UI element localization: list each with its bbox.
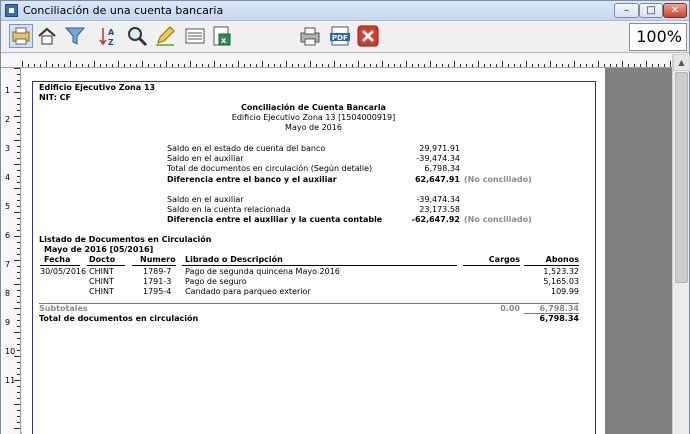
ruler-tick — [418, 64, 419, 67]
svg-text:x: x — [221, 36, 227, 45]
ruler-tick — [28, 64, 29, 67]
ruler-tick — [14, 116, 20, 117]
ruler-tick — [82, 64, 83, 67]
report-title: Conciliación de Cuenta Bancaria — [241, 103, 386, 112]
col-abonos: Abonos — [545, 255, 579, 264]
ruler-tick — [598, 61, 599, 67]
ruler-tick — [502, 61, 503, 67]
row-docto: CHINT — [89, 267, 114, 276]
ruler-tick — [100, 64, 101, 67]
row-desc: Pago de seguro — [185, 277, 247, 286]
ruler-tick — [574, 61, 575, 67]
ruler-tick — [14, 260, 20, 261]
row-numero: 1789-7 — [143, 267, 172, 276]
ruler-tick — [17, 158, 20, 159]
ruler-tick — [268, 64, 269, 67]
ruler-tick — [538, 64, 539, 67]
ruler-tick — [376, 64, 377, 67]
ruler-tick — [160, 64, 161, 67]
ruler-tick — [586, 64, 587, 67]
ruler-tick — [17, 122, 20, 123]
window-title: Conciliación de una cuenta bancaria — [23, 4, 224, 17]
ruler-tick — [244, 64, 245, 67]
ruler-tick — [316, 64, 317, 67]
ruler-tick — [412, 64, 413, 67]
row-desc: Candado para parqueo exterior — [185, 287, 311, 296]
ruler-tick — [388, 64, 389, 67]
ruler-tick — [14, 212, 20, 213]
ruler-tick — [352, 64, 353, 67]
ruler-tick — [17, 368, 20, 369]
ruler-tick — [196, 64, 197, 67]
list-title: Listado de Documentos en Circulación — [39, 235, 212, 244]
nit: NIT: CF — [39, 93, 72, 102]
ruler-tick — [154, 64, 155, 67]
ruler-number: 1 — [5, 86, 11, 95]
ruler-tick — [17, 176, 20, 177]
ruler-tick — [556, 64, 557, 67]
col-librado: Librado o Descripción — [185, 255, 283, 264]
ruler-number: 6 — [5, 231, 11, 240]
minimize-button[interactable]: – — [614, 3, 639, 18]
ruler-tick — [17, 266, 20, 267]
ruler-tick — [17, 422, 20, 423]
sort-az-icon — [99, 25, 121, 47]
header-underline — [182, 265, 457, 266]
ruler-tick — [136, 64, 137, 67]
ruler-tick — [118, 61, 119, 67]
ruler-tick — [17, 302, 20, 303]
ruler-tick — [568, 64, 569, 67]
ruler-tick — [328, 64, 329, 67]
ruler-tick — [112, 64, 113, 67]
ruler-tick — [214, 61, 215, 67]
summary-value: 29,971.91 — [419, 144, 460, 153]
ruler-tick — [17, 170, 20, 171]
report-subtitle: Edificio Ejecutivo Zona 13 [1504000919] — [231, 113, 396, 122]
ruler-tick — [658, 64, 659, 67]
pdf-icon — [329, 25, 351, 47]
row-fecha: 30/05/2016 — [40, 267, 87, 276]
account-difference-label: Diferencia entre el auxiliar y la cuenta contable — [167, 215, 383, 224]
ruler-tick — [184, 64, 185, 67]
col-numero: Numero — [140, 255, 176, 264]
ruler-tick — [622, 61, 623, 67]
ruler-tick — [580, 64, 581, 67]
ruler-tick — [17, 218, 20, 219]
row-abonos: 5,165.03 — [543, 277, 579, 286]
ruler-tick — [17, 224, 20, 225]
ruler-tick — [17, 206, 20, 207]
ruler-tick — [286, 61, 287, 67]
ruler-tick — [14, 284, 20, 285]
ruler-tick — [532, 64, 533, 67]
ruler-tick — [14, 92, 20, 93]
ruler-tick — [14, 140, 20, 141]
preview-area — [22, 68, 672, 434]
ruler-tick — [238, 61, 239, 67]
ruler-tick — [17, 152, 20, 153]
horizontal-ruler — [1, 54, 672, 68]
ruler-tick — [670, 61, 671, 67]
ruler-tick — [178, 64, 179, 67]
ruler-tick — [64, 64, 65, 67]
ruler-tick — [17, 182, 20, 183]
header-underline — [463, 265, 520, 266]
cancel-button[interactable] — [356, 24, 380, 48]
ruler-tick — [17, 296, 20, 297]
ruler-tick — [17, 392, 20, 393]
vertical-scrollbar[interactable] — [672, 54, 689, 434]
ruler-tick — [442, 64, 443, 67]
ruler-tick — [94, 61, 95, 67]
ruler-tick — [508, 64, 509, 67]
ruler-tick — [58, 64, 59, 67]
ruler-tick — [106, 64, 107, 67]
status-badge: (No conciliado) — [464, 215, 532, 224]
ruler-tick — [17, 326, 20, 327]
app-icon — [5, 4, 18, 17]
ruler-tick — [14, 332, 20, 333]
row-docto: CHINT — [89, 287, 114, 296]
lines-icon — [184, 25, 206, 47]
ruler-tick — [484, 64, 485, 67]
scroll-up-icon[interactable]: ▲ — [673, 54, 690, 71]
ruler-tick — [34, 64, 35, 67]
ruler-tick — [17, 386, 20, 387]
ruler-tick — [17, 338, 20, 339]
ruler-tick — [17, 242, 20, 243]
ruler-tick — [406, 61, 407, 67]
title-bar — [1, 1, 689, 21]
ruler-tick — [130, 64, 131, 67]
highlight-button[interactable] — [153, 24, 177, 48]
ruler-tick — [226, 64, 227, 67]
home-icon — [36, 25, 58, 47]
summary-label: Total de documentos en circulación (Según detalle) — [167, 164, 373, 173]
ruler-tick — [544, 64, 545, 67]
ruler-tick — [292, 64, 293, 67]
ruler-tick — [262, 61, 263, 67]
ruler-tick — [17, 194, 20, 195]
ruler-number: 11 — [5, 376, 16, 385]
ruler-tick — [334, 61, 335, 67]
ruler-tick — [394, 64, 395, 67]
ruler-tick — [14, 188, 20, 189]
ruler-tick — [17, 320, 20, 321]
filter-button[interactable] — [63, 24, 87, 48]
ruler-tick — [610, 64, 611, 67]
ruler-tick — [646, 61, 647, 67]
ruler-tick — [17, 410, 20, 411]
ruler-tick — [22, 61, 23, 67]
ruler-tick — [514, 64, 515, 67]
ruler-number: 7 — [5, 260, 11, 269]
ruler-tick — [526, 61, 527, 67]
summary-label: Saldo en la cuenta relacionada — [167, 205, 291, 214]
ruler-tick — [190, 61, 191, 67]
summary-value: 23,173.58 — [419, 205, 460, 214]
total-label: Total de documentos en circulación — [39, 314, 199, 323]
ruler-tick — [454, 61, 455, 67]
summary-value: 6,798.34 — [424, 164, 460, 173]
report-page — [22, 68, 605, 434]
ruler-tick — [17, 362, 20, 363]
ruler-tick — [256, 64, 257, 67]
subtotals-abonos: 6,798.34 — [539, 304, 579, 313]
group-header: Mayo de 2016 [05/2016] — [44, 245, 154, 254]
ruler-tick — [562, 64, 563, 67]
ruler-tick — [17, 98, 20, 99]
ruler-tick — [124, 64, 125, 67]
ruler-tick — [17, 350, 20, 351]
summary-label: Saldo en el auxiliar — [167, 195, 244, 204]
close-button[interactable]: ✕ — [663, 3, 687, 18]
vertical-ruler — [1, 68, 21, 434]
ruler-tick — [14, 428, 20, 429]
ruler-tick — [274, 64, 275, 67]
ruler-number: 10 — [5, 347, 16, 356]
report-period: Mayo de 2016 — [285, 123, 342, 132]
ruler-tick — [148, 64, 149, 67]
ruler-tick — [220, 64, 221, 67]
ruler-tick — [604, 64, 605, 67]
ruler-tick — [496, 64, 497, 67]
ruler-tick — [370, 64, 371, 67]
summary-label: Saldo en el estado de cuenta del banco — [167, 144, 326, 153]
col-cargos: Cargos — [488, 255, 520, 264]
maximize-button[interactable]: □ — [639, 3, 663, 18]
summary-label: Saldo en el auxiliar — [167, 154, 244, 163]
ruler-tick — [17, 128, 20, 129]
ruler-tick — [76, 64, 77, 67]
ruler-tick — [592, 64, 593, 67]
ruler-tick — [17, 344, 20, 345]
ruler-tick — [142, 61, 143, 67]
ruler-tick — [298, 64, 299, 67]
header-underline — [87, 265, 125, 266]
ruler-tick — [17, 110, 20, 111]
summary-value: -39,474.34 — [416, 195, 460, 204]
ruler-tick — [472, 64, 473, 67]
export-excel-button[interactable] — [209, 24, 233, 48]
ruler-tick — [340, 64, 341, 67]
row-desc: Pago de segunda quincena Mayo 2016 — [185, 267, 340, 276]
ruler-tick — [448, 64, 449, 67]
close-red-icon — [357, 25, 379, 47]
ruler-tick — [460, 64, 461, 67]
ruler-number: 9 — [5, 318, 11, 327]
sort-button[interactable] — [98, 24, 122, 48]
svg-text:A: A — [108, 28, 115, 37]
ruler-tick — [280, 64, 281, 67]
account-difference-value: -62,647.92 — [411, 215, 460, 224]
find-button[interactable] — [125, 24, 149, 48]
row-abonos: 109.99 — [551, 287, 579, 296]
ruler-tick — [17, 272, 20, 273]
pencil-icon — [154, 25, 176, 47]
ruler-tick — [40, 64, 41, 67]
printer-icon — [299, 25, 321, 47]
filter-icon — [64, 25, 86, 47]
ruler-tick — [628, 64, 629, 67]
ruler-tick — [17, 374, 20, 375]
ruler-tick — [52, 64, 53, 67]
summary-value: -39,474.34 — [416, 154, 460, 163]
company-name: Edificio Ejecutivo Zona 13 — [39, 83, 156, 92]
ruler-number: 4 — [5, 173, 11, 182]
ruler-tick — [346, 64, 347, 67]
ruler-tick — [250, 64, 251, 67]
ruler-tick — [550, 61, 551, 67]
ruler-tick — [358, 61, 359, 67]
header-underline — [524, 265, 579, 266]
row-abonos: 1,523.32 — [543, 267, 579, 276]
ruler-tick — [17, 290, 20, 291]
ruler-tick — [14, 404, 20, 405]
ruler-tick — [17, 254, 20, 255]
ruler-tick — [520, 64, 521, 67]
row-numero: 1791-3 — [143, 277, 172, 286]
ruler-tick — [70, 61, 71, 67]
ruler-tick — [322, 64, 323, 67]
scrollbar-thumb[interactable] — [675, 72, 688, 283]
ruler-tick — [14, 164, 20, 165]
ruler-tick — [616, 64, 617, 67]
home-button[interactable] — [35, 24, 59, 48]
ruler-tick — [436, 64, 437, 67]
ruler-tick — [17, 134, 20, 135]
ruler-tick — [202, 64, 203, 67]
ruler-number: 3 — [5, 144, 11, 153]
excel-icon — [210, 25, 232, 47]
ruler-tick — [17, 80, 20, 81]
ruler-tick — [17, 230, 20, 231]
ruler-tick — [208, 64, 209, 67]
col-fecha: Fecha — [44, 255, 71, 264]
print-setup-button[interactable] — [9, 24, 33, 48]
ruler-tick — [17, 104, 20, 105]
print-button[interactable] — [298, 24, 322, 48]
ruler-tick — [424, 64, 425, 67]
row-docto: CHINT — [89, 277, 114, 286]
ruler-tick — [640, 64, 641, 67]
ruler-tick — [17, 314, 20, 315]
ruler-tick — [490, 64, 491, 67]
ruler-number: 2 — [5, 115, 11, 124]
total-abonos: 6,798.34 — [539, 314, 579, 323]
ruler-tick — [17, 398, 20, 399]
ruler-number: 8 — [5, 289, 11, 298]
bank-difference-label: Diferencia entre el banco y el auxiliar — [167, 175, 337, 184]
ruler-tick — [17, 86, 20, 87]
ruler-tick — [382, 61, 383, 67]
subtotals-label: Subtotales — [39, 304, 88, 313]
col-docto: Docto — [89, 255, 116, 264]
status-badge: (No conciliado) — [464, 175, 532, 184]
ruler-tick — [232, 64, 233, 67]
ruler-tick — [652, 64, 653, 67]
ruler-tick — [17, 278, 20, 279]
printer-setup-icon — [10, 25, 32, 47]
svg-text:Z: Z — [108, 38, 114, 47]
ruler-tick — [46, 61, 47, 67]
ruler-tick — [17, 248, 20, 249]
ruler-tick — [14, 236, 20, 237]
ruler-tick — [166, 61, 167, 67]
page-layout-button[interactable] — [183, 24, 207, 48]
bank-difference-value: 62,647.91 — [414, 175, 460, 184]
ruler-tick — [14, 356, 20, 357]
header-underline — [40, 265, 80, 266]
ruler-tick — [17, 74, 20, 75]
ruler-tick — [310, 61, 311, 67]
toolbar — [1, 21, 689, 53]
ruler-tick — [466, 64, 467, 67]
svg-text:PDF: PDF — [332, 34, 348, 42]
ruler-tick — [664, 64, 665, 67]
ruler-tick — [17, 146, 20, 147]
zoom-level[interactable]: 100% — [629, 23, 687, 51]
ruler-tick — [88, 64, 89, 67]
ruler-tick — [634, 64, 635, 67]
ruler-tick — [172, 64, 173, 67]
ruler-tick — [14, 68, 20, 69]
row-numero: 1795-4 — [143, 287, 172, 296]
ruler-tick — [17, 200, 20, 201]
export-pdf-button[interactable] — [328, 24, 352, 48]
magnifier-icon — [126, 25, 148, 47]
ruler-number: 5 — [5, 202, 11, 211]
subtotals-cargos: 0.00 — [500, 304, 520, 313]
ruler-tick — [17, 416, 20, 417]
ruler-tick — [14, 308, 20, 309]
ruler-tick — [400, 64, 401, 67]
header-underline — [132, 265, 176, 266]
ruler-tick — [430, 61, 431, 67]
ruler-tick — [478, 61, 479, 67]
ruler-tick — [304, 64, 305, 67]
ruler-tick — [364, 64, 365, 67]
